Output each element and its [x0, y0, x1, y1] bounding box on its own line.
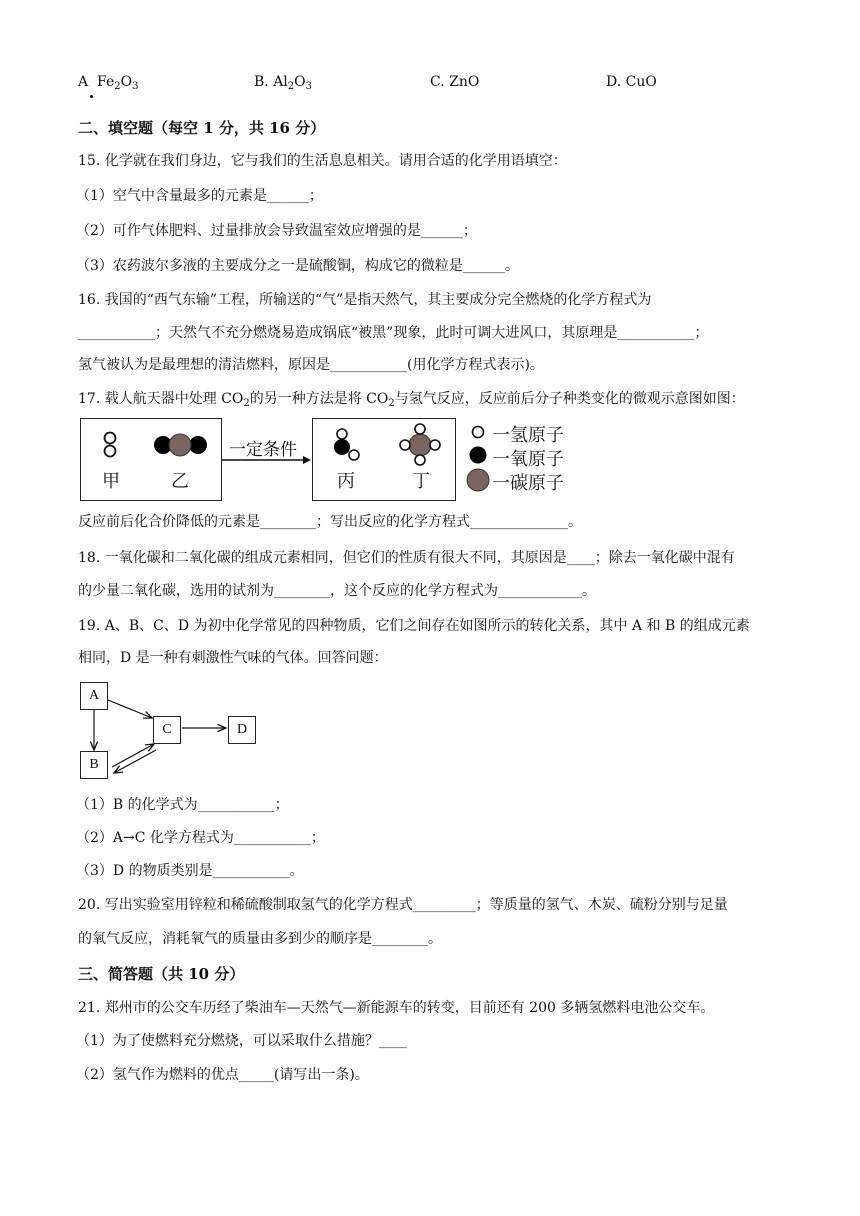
- hydrogen-atom-icon: [473, 427, 484, 438]
- node-a: A: [80, 682, 108, 710]
- legend-symbols: [466, 422, 492, 492]
- q19-line2: 相同，D 是一种有刺激性气味的气体。回答问题：: [78, 650, 388, 666]
- option-b: B. $Al_2O_3$: [254, 74, 313, 92]
- q17-answer: 反应前后化合价降低的元素是________；写出反应的化学方程式______________。: [78, 514, 582, 530]
- q15-part3: （3）农药波尔多液的主要成分之一是硫酸铜，构成它的微粒是______。: [76, 258, 519, 274]
- option-a-dot: [90, 95, 93, 98]
- oxygen-atom-icon: [470, 447, 487, 464]
- q15-stem: 15. 化学就在我们身边，它与我们的生活息息相关。请用合适的化学用语填空：: [78, 153, 567, 169]
- q19-part3: （3）D 的物质类别是___________。: [76, 863, 304, 879]
- water-molecule-icon: [400, 424, 440, 465]
- reaction-arrow-icon: [221, 454, 313, 466]
- option-a: A $Fe_2O_3$: [78, 74, 139, 92]
- legend-hydrogen: 一氢原子: [492, 425, 564, 446]
- node-b: B: [80, 751, 108, 779]
- q18-line2: 的少量二氧化碳，选用的试剂为________，这个反应的化学方程式为____________。: [78, 583, 596, 599]
- q20-line2: 的氧气反应，消耗氧气的质量由多到少的顺序是________。: [78, 931, 442, 947]
- option-d: D. CuO: [606, 74, 657, 90]
- option-c: C. ZnO: [430, 74, 480, 90]
- label-ding: 丁: [412, 471, 430, 492]
- q21-part2: （2）氢气作为燃料的优点_____(请写出一条)。: [76, 1067, 369, 1083]
- carbon-atom-icon: [467, 469, 489, 491]
- q20-line1: 20. 写出实验室用锌粒和稀硫酸制取氢气的化学方程式_________；等质量的氢气、木炭、硫粉分别与足量: [78, 897, 728, 913]
- q16-line1: 16. 我国的“西气东输”工程，所输送的“气”是指天然气，其主要成分完全燃烧的化学方程式为: [78, 292, 652, 308]
- q19-part1: （1）B 的化学式为___________；: [76, 797, 289, 813]
- node-d: D: [228, 716, 256, 744]
- methanol-molecule-icon: [334, 429, 359, 460]
- reaction-condition: 一定条件: [229, 440, 297, 460]
- q21-stem: 21. 郑州市的公交车历经了柴油车—天然气—新能源车的转变，目前还有 200 多辆氢燃料电池公交车。: [78, 1000, 715, 1016]
- node-c: C: [153, 716, 181, 744]
- q17-stem: 17. 载人航天器中处理 $CO_2$的另一种方法是将 $CO_2$与氢气反应，反应前后分子种类变化的微观示意图如图：: [78, 391, 745, 409]
- section-3-title: 三、简答题（共 10 分）: [78, 965, 245, 983]
- co2-molecule-icon: [154, 434, 207, 456]
- product-molecules: [312, 418, 456, 501]
- q16-line3: 氢气被认为是最理想的清洁燃料，原因是___________(用化学方程式表示)。: [78, 357, 544, 373]
- q18-line1: 18. 一氧化碳和二氧化碳的组成元素相同，但它们的性质有很大不同，其原因是____；除去一氧化碳中混有: [78, 550, 735, 566]
- legend-carbon: 一碳原子: [492, 473, 564, 494]
- hydrogen-molecule-icon: [105, 433, 116, 457]
- label-jia: 甲: [102, 471, 120, 492]
- q16-line2: ___________；天然气不充分燃烧易造成锅底“被黑”现象，此时可调大进风口，其原理是___________；: [78, 325, 709, 341]
- legend-oxygen: 一氧原子: [492, 449, 564, 470]
- label-bing: 丙: [337, 471, 355, 492]
- q19-line1: 19. A、B、C、D 为初中化学常见的四种物质，它们之间存在如图所示的转化关系，其中 A 和 B 的组成元素: [78, 618, 750, 634]
- q15-part1: （1）空气中含量最多的元素是______；: [76, 188, 323, 204]
- q15-part2: （2）可作气体肥料、过量排放会导致温室效应增强的是______；: [76, 223, 477, 239]
- section-2-title: 二、填空题（每空 1 分，共 16 分）: [78, 119, 326, 137]
- label-yi: 乙: [171, 471, 189, 492]
- q21-part1: （1）为了使燃料充分燃烧，可以采取什么措施？____: [76, 1033, 407, 1049]
- q19-part2: （2）A→C 化学方程式为___________；: [76, 830, 325, 846]
